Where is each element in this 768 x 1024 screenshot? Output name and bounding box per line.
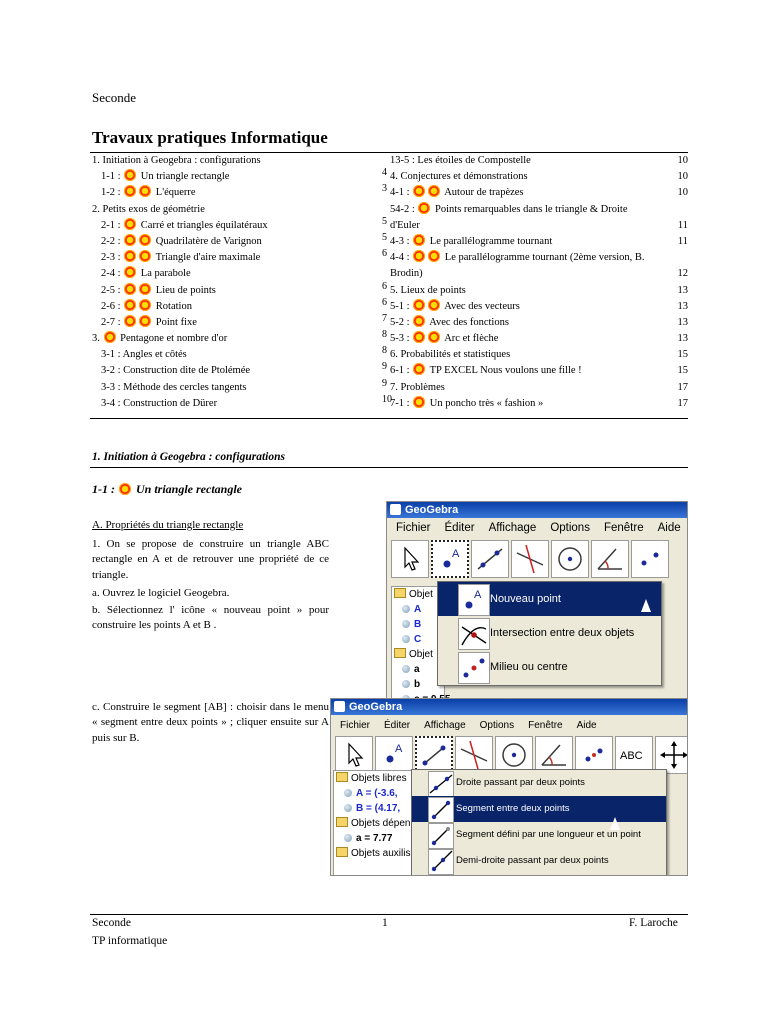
toc-entry[interactable] xyxy=(382,215,688,234)
difficulty-flower-icon xyxy=(124,299,136,311)
tree-item-label: B = (4.17, xyxy=(356,803,401,814)
footer-page-number: 1 xyxy=(382,917,388,929)
tree-item[interactable] xyxy=(334,846,414,861)
menu-item-options[interactable]: Options xyxy=(550,522,590,534)
difficulty-flower-icon xyxy=(428,185,440,197)
footer-rule xyxy=(90,914,688,915)
toc-margin-marker: 9 xyxy=(382,377,387,389)
toc-page-number: 17 xyxy=(677,397,688,409)
difficulty-flower-icon xyxy=(413,185,425,197)
toc-entry-label: Rotation xyxy=(153,300,192,312)
toc-entry-label: 4-3 : xyxy=(390,235,413,247)
difficulty-flower-icon xyxy=(139,315,151,327)
object-visibility-icon[interactable] xyxy=(344,804,352,812)
toc-entry[interactable] xyxy=(390,266,688,282)
tree-item-label: Objets dépen xyxy=(351,818,411,829)
tree-item-label: b xyxy=(414,679,421,690)
toc-entry-number: 3-3 : xyxy=(101,381,124,393)
geogebra-window-2 xyxy=(330,698,688,876)
difficulty-flower-icon xyxy=(413,331,425,343)
gg2-title: GeoGebra xyxy=(349,701,403,713)
toc-margin-marker: 3 xyxy=(382,183,387,195)
svg-text:ABC: ABC xyxy=(620,750,643,762)
folder-icon xyxy=(394,588,406,598)
toc-rule xyxy=(90,418,688,419)
toc-page-number: 13 xyxy=(677,316,688,328)
folder-icon xyxy=(394,648,406,658)
toc-entry[interactable] xyxy=(382,377,688,396)
midpoint-icon xyxy=(458,652,490,684)
menu-item-affichage[interactable]: Affichage xyxy=(488,522,537,534)
toc-entry-label: Triangle d'aire maximale xyxy=(153,252,261,264)
toc-margin-marker: 5 xyxy=(382,231,387,243)
line-two-points-icon xyxy=(428,771,454,797)
toc-margin-marker: 5 xyxy=(382,215,387,227)
toc-entry-label: 5-2 : xyxy=(390,316,413,328)
difficulty-flower-icon xyxy=(413,299,425,311)
tree-item-label: Objets auxilis xyxy=(351,848,411,859)
tree-item-label: a = 7.77 xyxy=(356,833,393,844)
toc-page-number: 15 xyxy=(677,349,688,361)
gg2-menubar xyxy=(331,716,687,735)
difficulty-flower-icon xyxy=(428,250,440,262)
geogebra-window-1 xyxy=(386,501,688,704)
difficulty-flower-icon xyxy=(139,250,151,262)
toc-entry[interactable] xyxy=(92,169,382,185)
toc-entry-label: 1. Initiation à Geogebra : configurations xyxy=(92,155,261,166)
toc-entry[interactable] xyxy=(382,183,688,201)
popup-item-label: Segment défini par une longueur et un point xyxy=(456,829,641,840)
toc-entry-number: 3-2 : xyxy=(101,365,124,377)
difficulty-flower-icon xyxy=(124,266,136,278)
difficulty-flower-icon xyxy=(428,331,440,343)
toc-entry-label: 7. Problèmes xyxy=(390,381,445,393)
menu-item-fichier[interactable]: Fichier xyxy=(396,522,431,534)
gg1-titlebar xyxy=(387,502,687,518)
toc-entry[interactable] xyxy=(390,202,688,218)
object-visibility-icon[interactable] xyxy=(344,834,352,842)
toc-entry-label: 5-3 : xyxy=(390,333,413,345)
toc-margin-marker: 4 xyxy=(382,167,387,179)
new-point-icon xyxy=(458,584,490,616)
toc-entry-label: 4-1 : xyxy=(390,187,413,199)
object-visibility-icon[interactable] xyxy=(402,620,410,628)
toc-entry-title: Avec des fonctions xyxy=(427,316,509,328)
toc-page-number: 13 xyxy=(677,300,688,312)
mouse-cursor-icon xyxy=(641,599,651,612)
menu-item-aide[interactable]: Aide xyxy=(576,720,597,731)
toc-entry-title: Le parallélogramme tournant xyxy=(427,235,553,247)
toc-right-column xyxy=(382,153,688,412)
tree-item-label: Objets libres xyxy=(351,773,407,784)
menu-item-affichage[interactable]: Affichage xyxy=(424,720,466,731)
toc-entry[interactable] xyxy=(382,312,688,331)
svg-text:A: A xyxy=(395,743,403,755)
toc-page-number: 10 xyxy=(677,171,688,183)
popup-item[interactable] xyxy=(412,796,666,822)
toc-entry[interactable] xyxy=(92,299,382,315)
difficulty-flower-icon xyxy=(139,299,151,311)
toc-entry[interactable] xyxy=(92,283,382,299)
difficulty-flower-icon xyxy=(139,234,151,246)
subsection-number: 1-1 : xyxy=(92,482,115,496)
folder-icon xyxy=(336,817,348,827)
toc-entry-label: L'équerre xyxy=(153,187,196,199)
popup-item-label: Milieu ou centre xyxy=(490,661,568,673)
line-tool-icon[interactable] xyxy=(471,540,509,578)
popup-item[interactable] xyxy=(438,582,661,616)
toc-entry[interactable] xyxy=(382,345,688,363)
tree-item[interactable] xyxy=(334,786,414,801)
difficulty-flower-icon xyxy=(124,283,136,295)
toc-entry-number: 1-1 : xyxy=(101,171,124,183)
footer-course: TP informatique xyxy=(92,935,168,947)
toc-page-number: 11 xyxy=(677,219,688,231)
toc-entry-label: 54-2 : xyxy=(390,203,418,215)
part-a-text: A. Propriétés du triangle rectangle xyxy=(92,519,244,531)
tree-item-label: A xyxy=(414,604,422,615)
toc-entry[interactable] xyxy=(92,266,382,282)
toc-entry[interactable] xyxy=(92,202,382,218)
toc-entry-label: 4. Conjectures et démonstrations xyxy=(390,171,528,183)
tree-item[interactable] xyxy=(334,801,414,816)
toc-page-number: 13 xyxy=(677,284,688,296)
reflect-tool-icon[interactable] xyxy=(631,540,669,578)
toc-margin-marker: 8 xyxy=(382,329,387,341)
toc-entry[interactable] xyxy=(92,331,382,347)
difficulty-flower-icon xyxy=(413,396,425,408)
toc-margin-marker: 9 xyxy=(382,361,387,373)
segment-length-icon xyxy=(428,823,454,849)
toc-entry-label: Carré et triangles équilatéraux xyxy=(138,219,268,231)
intersect-icon xyxy=(458,618,490,650)
svg-text:A: A xyxy=(452,548,460,560)
footer-author: F. Laroche xyxy=(629,917,678,929)
toc-margin-marker: 7 xyxy=(382,312,387,324)
difficulty-flower-icon xyxy=(413,363,425,375)
object-visibility-icon[interactable] xyxy=(402,635,410,643)
section-title: 1. Initiation à Geogebra : configurations xyxy=(92,451,285,463)
toc-entry-title: TP EXCEL Nous voulons une fille ! xyxy=(427,365,582,377)
toc-entry-title: Le parallélogramme tournant (2ème version, B. xyxy=(442,252,645,264)
toc-entry-number: 1-2 : xyxy=(101,187,124,199)
subsection-label: Un triangle rectangle xyxy=(136,482,243,496)
toc-entry-label: Brodin) xyxy=(390,268,423,280)
section-rule xyxy=(90,467,688,468)
toc-entry-number: 2-2 : xyxy=(101,235,124,247)
toc-entry[interactable] xyxy=(92,396,382,412)
paragraph-c: c. Construire le segment [AB] : choisir dans le menu « segment entre deux points » ; cliquer ensuite sur A puis sur B. xyxy=(92,701,329,744)
segment-two-points-icon xyxy=(428,797,454,823)
toc-entry-number: 2-7 : xyxy=(101,316,124,328)
toc-entry-number: 2-1 : xyxy=(101,219,124,231)
toc-entry[interactable] xyxy=(92,315,382,331)
object-visibility-icon[interactable] xyxy=(402,680,410,688)
tree-item-label: A = (-3.6, xyxy=(356,788,398,799)
difficulty-flower-icon xyxy=(124,185,136,197)
toc-margin-marker: 8 xyxy=(382,345,387,357)
toc-entry[interactable] xyxy=(390,153,688,169)
toc-entry-title: Avec des vecteurs xyxy=(442,300,520,312)
toc-entry-number: 2-4 : xyxy=(101,268,124,280)
toc-margin-marker: 6 xyxy=(382,296,387,308)
footer-class: Seconde xyxy=(92,917,131,929)
object-visibility-icon[interactable] xyxy=(402,665,410,673)
gg2-line-tools-popup xyxy=(411,769,667,876)
menu-item-options[interactable]: Options xyxy=(479,720,515,731)
toc-entry[interactable] xyxy=(92,347,382,363)
toc-entry-label: Quadrilatère de Varignon xyxy=(153,235,262,247)
gg1-point-tools-popup xyxy=(437,581,662,686)
toc-entry[interactable] xyxy=(382,280,688,299)
object-visibility-icon[interactable] xyxy=(402,605,410,613)
difficulty-flower-icon xyxy=(139,283,151,295)
popup-item-label: Segment entre deux points xyxy=(456,803,570,814)
folder-icon xyxy=(336,847,348,857)
toc-entry-title: Arc et flèche xyxy=(442,333,499,345)
toc-entry-label: Lieu de points xyxy=(153,284,216,296)
paragraph-b: b. Sélectionnez l' icône « nouveau point » pour construire les points A et B . xyxy=(92,604,329,632)
popup-item[interactable] xyxy=(438,650,661,684)
toc-entry-title: Autour de trapèzes xyxy=(442,187,524,199)
gg1-title: GeoGebra xyxy=(405,504,459,516)
difficulty-flower-icon xyxy=(413,250,425,262)
toc-entry[interactable] xyxy=(92,250,382,266)
toc-entry-label: 6. Probabilités et statistiques xyxy=(390,349,511,361)
tree-item-label: Objet xyxy=(409,589,433,600)
popup-item[interactable] xyxy=(438,616,661,650)
document-title: Travaux pratiques Informatique xyxy=(92,128,328,147)
paragraph-1: 1. On se propose de construire un triangle ABC rectangle en A et de retrouver une propriété de ce triangle. xyxy=(92,538,329,581)
difficulty-flower-icon xyxy=(104,331,116,343)
paragraph-a: a. Ouvrez le logiciel Geogebra. xyxy=(92,587,230,599)
ray-two-points-icon xyxy=(428,849,454,875)
tree-item-label: C xyxy=(414,634,422,645)
circle-tool-icon[interactable] xyxy=(551,540,589,578)
menu-item-aide[interactable]: Aide xyxy=(657,522,681,534)
menu-item-éditer[interactable]: Éditer xyxy=(384,720,411,731)
toc-entry[interactable] xyxy=(382,329,688,347)
tree-item[interactable] xyxy=(334,771,414,786)
toc-entry-number: 2-6 : xyxy=(101,300,124,312)
toc-entry-label: La parabole xyxy=(138,268,191,280)
toc-entry[interactable] xyxy=(382,248,688,266)
toc-entry-label: 7-1 : xyxy=(390,397,413,409)
menu-item-fenêtre[interactable]: Fenêtre xyxy=(528,720,563,731)
gg2-titlebar xyxy=(331,699,687,715)
toc-entry-label: Angles et côtés xyxy=(122,349,187,361)
difficulty-flower-icon xyxy=(418,202,430,214)
header-class-label: Seconde xyxy=(92,90,137,105)
toc-entry[interactable] xyxy=(382,296,688,315)
toc-entry-label: 5-1 : xyxy=(390,300,413,312)
toc-entry[interactable] xyxy=(92,363,382,379)
toc-entry-label: 6-1 : xyxy=(390,365,413,377)
subsection-title xyxy=(92,482,242,497)
gg2-algebra-tree xyxy=(333,770,415,876)
difficulty-flower-icon xyxy=(139,185,151,197)
folder-icon xyxy=(336,772,348,782)
toc-page-number: 13 xyxy=(677,333,688,345)
difficulty-flower-icon xyxy=(124,315,136,327)
toc-entry[interactable] xyxy=(382,361,688,379)
toc-entry-number: 3-4 : xyxy=(101,397,124,409)
difficulty-flower-icon xyxy=(124,234,136,246)
toc-entry-label: 2. Petits exos de géométrie xyxy=(92,203,205,215)
difficulty-flower-icon xyxy=(413,234,425,246)
difficulty-flower-icon xyxy=(119,483,131,495)
toc-page-number: 15 xyxy=(677,365,688,377)
tree-item-label: a xyxy=(414,664,420,675)
tree-item-label: B xyxy=(414,619,422,630)
toc-entry-label: 5. Lieux de points xyxy=(390,284,466,296)
object-visibility-icon[interactable] xyxy=(344,789,352,797)
toc-entry-number: 2-5 : xyxy=(101,284,124,296)
tree-item-label: Objet xyxy=(409,649,433,660)
toc-entry[interactable] xyxy=(92,380,382,396)
new-point-tool-icon[interactable] xyxy=(431,540,469,578)
difficulty-flower-icon xyxy=(428,299,440,311)
toc-entry[interactable] xyxy=(382,231,688,250)
toc-entry-label: Un triangle rectangle xyxy=(138,171,230,183)
gg1-toolbar xyxy=(391,540,671,578)
toc-page-number: 10 xyxy=(677,187,688,199)
part-a-heading xyxy=(92,518,329,533)
toc-margin-marker: 6 xyxy=(382,248,387,260)
toc-entry-number: 3. xyxy=(92,333,103,345)
toc-left-column xyxy=(92,153,382,412)
toc-entry[interactable] xyxy=(382,393,688,412)
new-point-tool-icon[interactable] xyxy=(375,736,413,774)
move-tool-icon[interactable] xyxy=(335,736,373,774)
toc-entry-label: 13-5 : Les étoiles de Compostelle xyxy=(390,155,531,166)
toc-page-number: 11 xyxy=(677,235,688,247)
toc-page-number: 17 xyxy=(677,381,688,393)
toc-entry-label: Construction de Dürer xyxy=(123,397,218,409)
toc-page-number: 10 xyxy=(677,155,688,166)
toc-entry-number: 3-1 : xyxy=(101,349,123,361)
toc-entry-number: 2-3 : xyxy=(101,252,124,264)
gg1-menubar xyxy=(387,519,687,538)
toc-entry-label: Pentagone et nombre d'or xyxy=(117,333,228,345)
popup-item-label: Droite passant par deux points xyxy=(456,777,585,788)
geogebra-app-icon xyxy=(334,701,345,712)
toc-entry[interactable] xyxy=(92,185,382,201)
popup-item[interactable] xyxy=(412,770,666,796)
difficulty-flower-icon xyxy=(124,169,136,181)
tree-item[interactable] xyxy=(334,831,414,846)
difficulty-flower-icon xyxy=(124,250,136,262)
toc-entry-title: Points remarquables dans le triangle & Droite xyxy=(432,203,628,215)
toc-entry-label: 4-4 : xyxy=(390,252,413,264)
mouse-cursor-icon xyxy=(610,817,620,830)
popup-item-label: Nouveau point xyxy=(490,593,561,605)
move-tool-icon[interactable] xyxy=(391,540,429,578)
toc-margin-marker: 10 xyxy=(382,393,392,405)
toc-entry[interactable] xyxy=(382,167,688,185)
angle-tool-icon[interactable] xyxy=(591,540,629,578)
toc-page-number: 12 xyxy=(677,268,688,280)
menu-item-fenêtre[interactable]: Fenêtre xyxy=(603,522,644,534)
menu-item-éditer[interactable]: Éditer xyxy=(444,522,475,534)
toc-entry-title: Un poncho très « fashion » xyxy=(427,397,544,409)
svg-text:A: A xyxy=(474,589,482,601)
toc-entry-label: Construction dite de Ptolémée xyxy=(123,365,251,377)
popup-item-label: Demi-droite passant par deux points xyxy=(456,855,609,866)
geogebra-app-icon xyxy=(390,504,401,515)
difficulty-flower-icon xyxy=(413,315,425,327)
toc-entry[interactable] xyxy=(92,153,382,169)
toc-entry-label: d'Euler xyxy=(390,219,420,231)
toc-entry[interactable] xyxy=(92,234,382,250)
popup-item-label: Intersection entre deux objets xyxy=(490,627,635,639)
tree-item[interactable] xyxy=(334,816,414,831)
perpendicular-tool-icon[interactable] xyxy=(511,540,549,578)
toc-margin-marker: 6 xyxy=(382,280,387,292)
toc-entry-label: Point fixe xyxy=(153,316,197,328)
toc-entry-label: Méthode des cercles tangents xyxy=(123,381,247,393)
menu-item-fichier[interactable]: Fichier xyxy=(340,720,371,731)
toc-entry[interactable] xyxy=(92,218,382,234)
popup-item[interactable] xyxy=(412,822,666,848)
popup-item[interactable] xyxy=(412,848,666,874)
difficulty-flower-icon xyxy=(124,218,136,230)
